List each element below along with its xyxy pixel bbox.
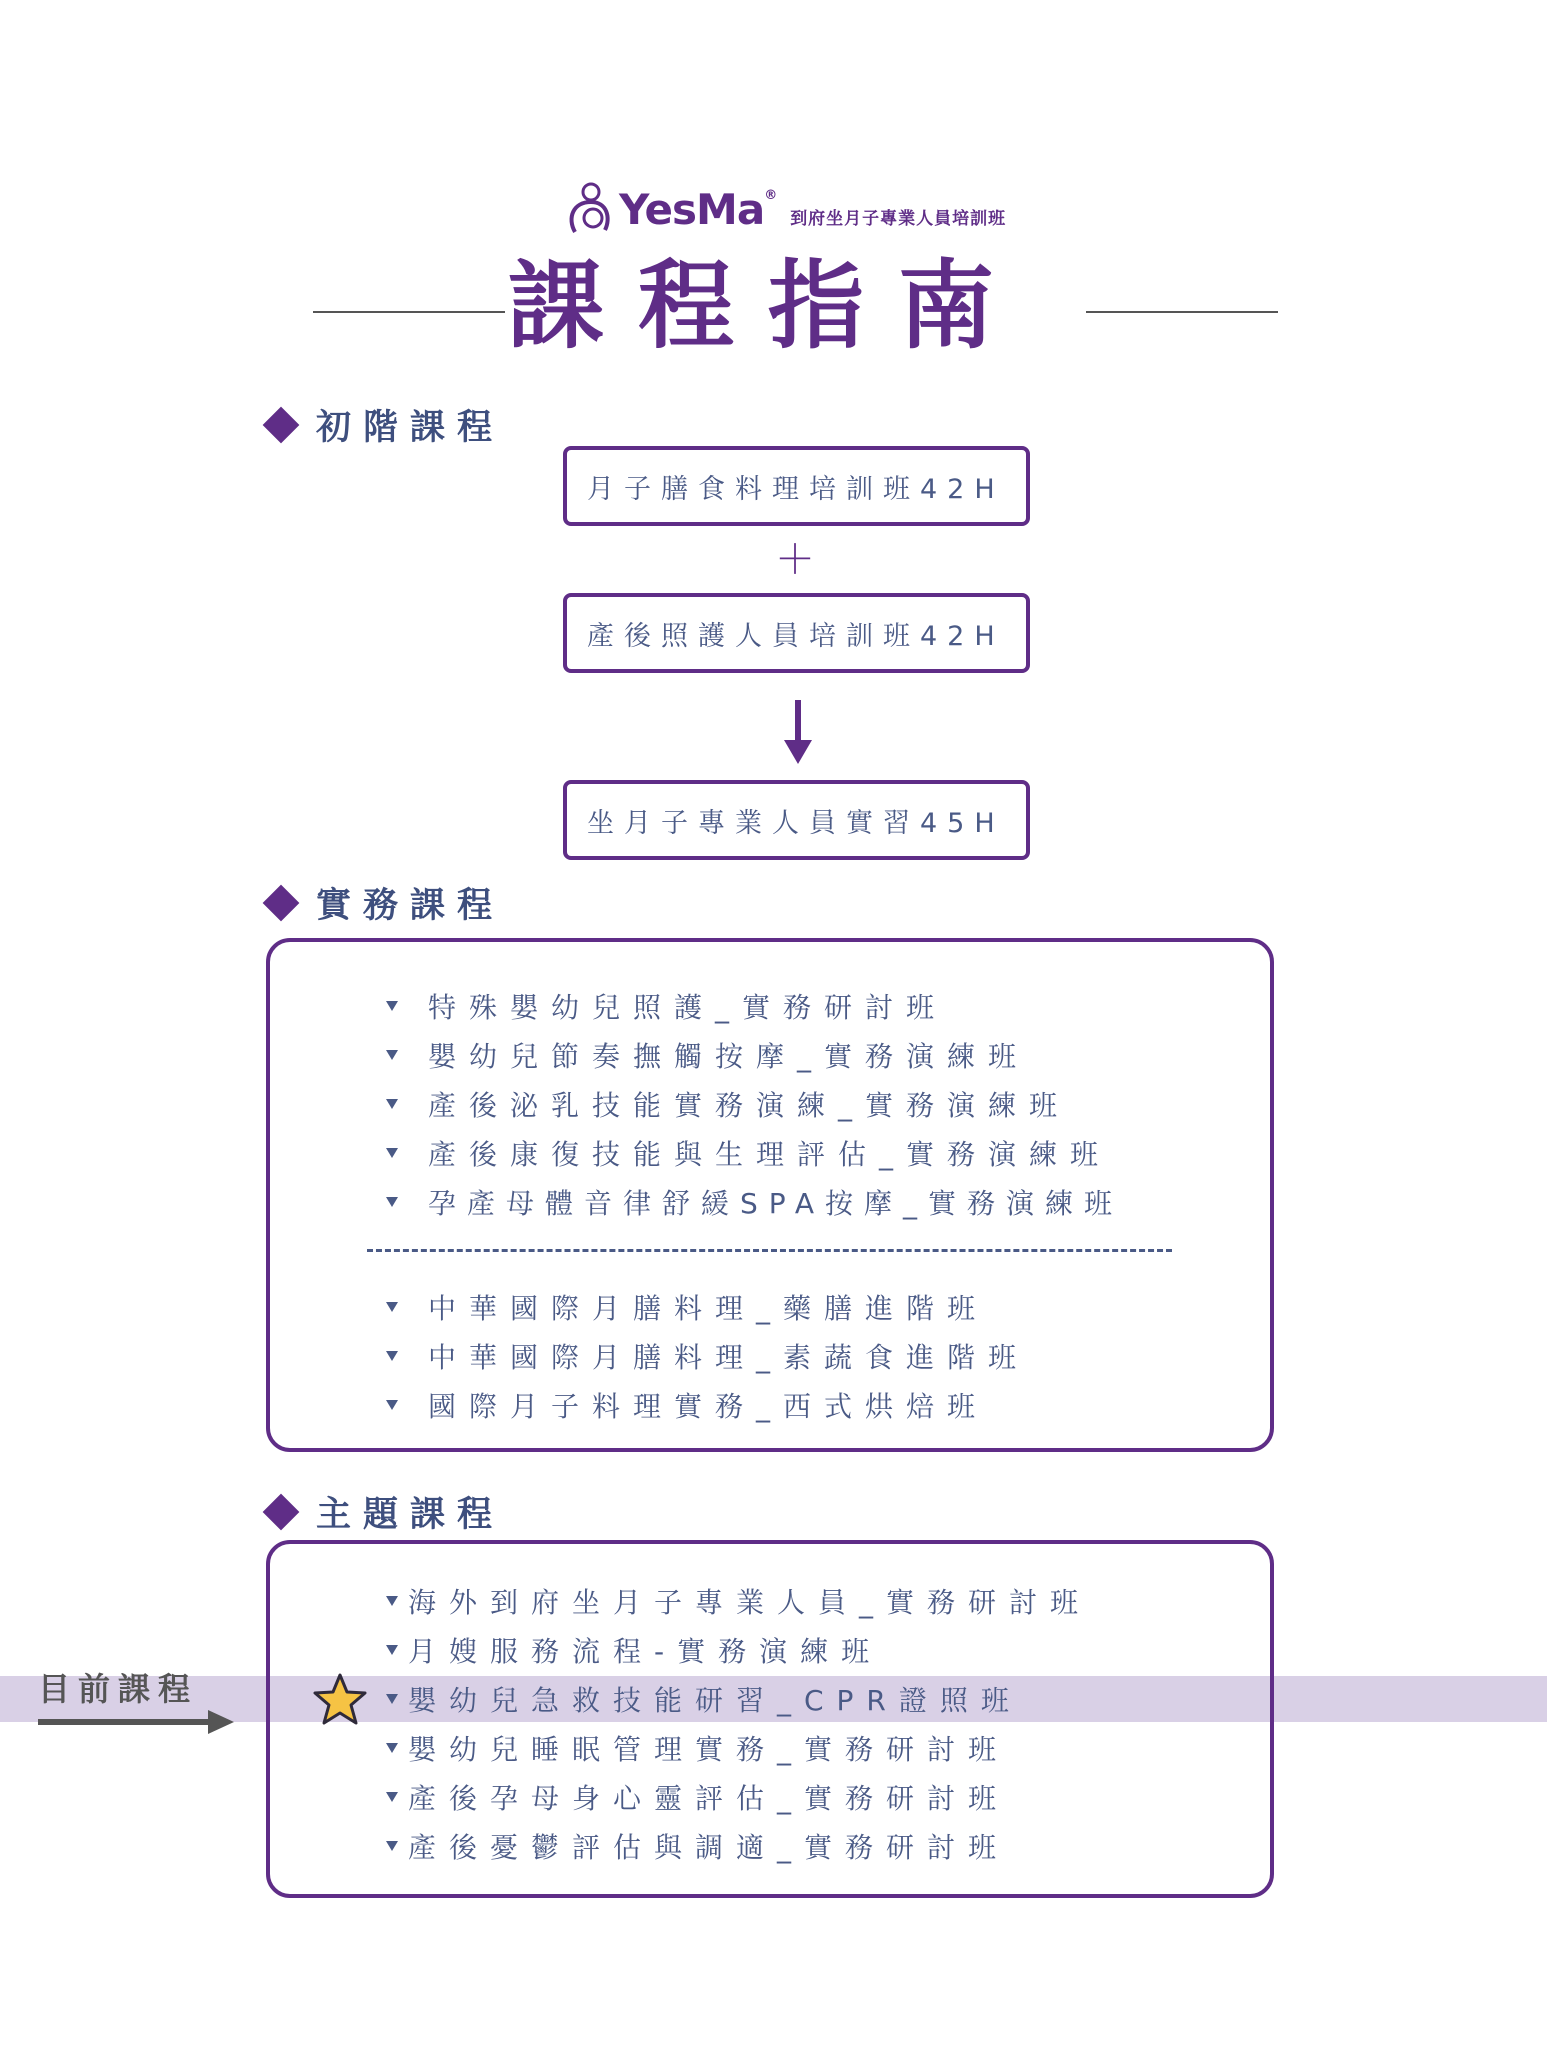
triangle-down-icon bbox=[386, 1400, 398, 1410]
brand-name: YesMa® bbox=[619, 185, 777, 234]
triangle-down-icon bbox=[386, 1001, 398, 1011]
triangle-down-icon bbox=[386, 1694, 398, 1704]
list-item-current: 嬰幼兒急救技能研習_CPR證照班 bbox=[386, 1679, 1022, 1719]
triangle-down-icon bbox=[386, 1792, 398, 1802]
list-item: 嬰幼兒節奏撫觸按摩_實務演練班 bbox=[386, 1035, 1029, 1075]
triangle-down-icon bbox=[386, 1645, 398, 1655]
list-item: 月嫂服務流程-實務演練班 bbox=[386, 1630, 882, 1670]
course-box-meal: 月子膳食料理培訓班42H bbox=[563, 446, 1030, 526]
list-item: 海外到府坐月子專業人員_實務研討班 bbox=[386, 1581, 1091, 1621]
diamond-icon bbox=[263, 885, 300, 922]
triangle-down-icon bbox=[386, 1050, 398, 1060]
section-practical-heading: 實務課程 bbox=[316, 886, 505, 926]
arrow-down-icon bbox=[780, 700, 816, 766]
list-item: 產後康復技能與生理評估_實務演練班 bbox=[386, 1133, 1111, 1173]
current-course-label: 目前課程 bbox=[38, 1670, 199, 1708]
triangle-down-icon bbox=[386, 1596, 398, 1606]
list-item: 嬰幼兒睡眠管理實務_實務研討班 bbox=[386, 1728, 1009, 1768]
section-practical bbox=[268, 878, 504, 928]
dashed-divider bbox=[367, 1249, 1172, 1252]
arrow-right-icon bbox=[38, 1710, 234, 1734]
triangle-down-icon bbox=[386, 1841, 398, 1851]
list-item: 產後憂鬱評估與調適_實務研討班 bbox=[386, 1826, 1009, 1866]
list-item: 國際月子料理實務_西式烘焙班 bbox=[386, 1385, 988, 1425]
triangle-down-icon bbox=[386, 1351, 398, 1361]
triangle-down-icon bbox=[386, 1197, 398, 1207]
section-basic bbox=[268, 400, 504, 450]
star-icon bbox=[312, 1672, 368, 1728]
list-item: 中華國際月膳料理_素蔬食進階班 bbox=[386, 1336, 1029, 1376]
triangle-down-icon bbox=[386, 1148, 398, 1158]
course-box-internship: 坐月子專業人員實習45H bbox=[563, 780, 1030, 860]
list-item: 特殊嬰幼兒照護_實務研討班 bbox=[386, 986, 947, 1026]
plus-icon: ＋ bbox=[775, 537, 815, 583]
list-item: 產後泌乳技能實務演練_實務演練班 bbox=[386, 1084, 1070, 1124]
list-item: 孕產母體音律舒緩SPA按摩_實務演練班 bbox=[386, 1182, 1123, 1222]
section-basic-heading: 初階課程 bbox=[316, 408, 505, 448]
mother-baby-icon bbox=[565, 180, 615, 240]
section-theme-heading: 主題課程 bbox=[316, 1495, 505, 1535]
section-theme bbox=[268, 1487, 504, 1537]
list-item: 中華國際月膳料理_藥膳進階班 bbox=[386, 1287, 988, 1327]
brand-logo bbox=[565, 180, 1006, 240]
title-rule-right bbox=[1086, 311, 1278, 313]
list-item: 產後孕母身心靈評估_實務研討班 bbox=[386, 1777, 1009, 1817]
triangle-down-icon bbox=[386, 1302, 398, 1312]
diamond-icon bbox=[263, 407, 300, 444]
triangle-down-icon bbox=[386, 1743, 398, 1753]
diamond-icon bbox=[263, 1494, 300, 1531]
brand-subtitle: 到府坐月子專業人員培訓班 bbox=[790, 208, 1007, 229]
course-box-care: 產後照護人員培訓班42H bbox=[563, 593, 1030, 673]
triangle-down-icon bbox=[386, 1099, 398, 1109]
page-title: 課程指南 bbox=[508, 250, 1028, 362]
